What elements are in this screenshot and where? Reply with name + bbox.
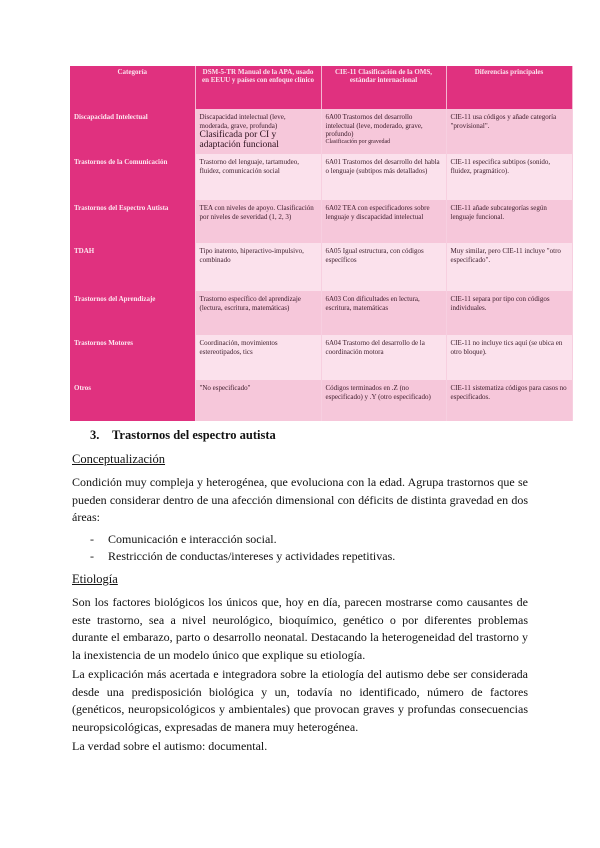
row-dsm: Trastorno específico del aprendizaje (lectura, escritura, matemáticas) [195, 291, 321, 335]
row-category: Trastornos de la Comunicación [70, 154, 195, 200]
paragraph-conceptualizacion: Condición muy compleja y heterogénea, que evoluciona con la edad. Agrupa trastornos que se pueden considerar dentro de una afección dimensional con déficits de distinta gravedad en dos áreas: [72, 475, 528, 524]
list-item-text: Restricción de conductas/intereses y actividades repetitivas. [108, 549, 396, 563]
table-header-category: Categoría [70, 66, 195, 109]
table-row [70, 291, 572, 335]
row-cie: 6A02 TEA con especificadores sobre lenguaje y discapacidad intelectual [321, 200, 446, 243]
list-item-text: Comunicación e interacción social. [108, 532, 277, 546]
table-row [70, 109, 572, 154]
areas-list [72, 531, 395, 565]
row-cie: 6A01 Trastornos del desarrollo del habla o lenguaje (subtipos más detallados) [321, 154, 446, 200]
row-dsm-note: Clasificada por CI y adaptación funcional [199, 130, 279, 150]
table-row [70, 380, 572, 421]
table-header-cie: CIE-11 Clasificación de la OMS, estándar internacional [321, 66, 446, 109]
section-title: Trastornos del espectro autista [112, 428, 276, 442]
row-dsm [195, 109, 321, 154]
row-cie-note: Clasificación por gravedad [325, 138, 391, 145]
row-differences: CIE-11 usa códigos y añade categoría "provisional". [446, 109, 572, 154]
row-dsm: TEA con niveles de apoyo. Clasificación por niveles de severidad (1, 2, 3) [195, 200, 321, 243]
table-header-row [70, 66, 572, 109]
row-category: Discapacidad Intelectual [70, 109, 195, 154]
table-header-differences: Diferencias principales [446, 66, 572, 109]
list-item [72, 548, 395, 565]
paragraph-etiologia-2: La explicación más acertada e integradora sobre la etiología del autismo debe ser considerada desde una predisposición biológica y un, todavía no identificado, número de factores (genéticos, neuropsicológicos y ambientales) que provocan graves y profundas consecuencias neuropsicológicas, expresadas de manera muy heterogénea. [72, 667, 528, 734]
subheading-conceptualizacion: Conceptualización [72, 452, 166, 466]
list-bullet: - [90, 532, 94, 546]
table-header-dsm: DSM-5-TR Manual de la APA, usado en EEUU y países con enfoque clínico [195, 66, 321, 109]
table-row [70, 243, 572, 291]
paragraph-etiologia-1: Son los factores biológicos los únicos que, hoy en día, parecen mostrarse como causantes de este trastorno, sea a nivel neurológico, bioquímico, genético o por diferentes problemas durante el embarazo, parto o desarrollo neonatal. Destacando la heterogeneidad del trastorno y la inexistencia de un modelo único que explique su etiología. [72, 595, 528, 662]
row-differences: CIE-11 separa por tipo con códigos individuales. [446, 291, 572, 335]
row-dsm-text: Discapacidad intelectual (leve, moderada, grave, profunda) [199, 113, 286, 130]
row-category: Trastornos del Aprendizaje [70, 291, 195, 335]
row-cie [321, 109, 446, 154]
row-differences: CIE-11 añade subcategorías según lenguaje funcional. [446, 200, 572, 243]
row-differences: CIE-11 no incluye tics aquí (se ubica en otro bloque). [446, 335, 572, 380]
row-category: Otros [70, 380, 195, 421]
row-dsm: "No especificado" [195, 380, 321, 421]
row-cie-text: 6A00 Trastornos del desarrollo intelectual (leve, moderado, grave, profundo) [325, 113, 423, 138]
row-category: TDAH [70, 243, 195, 291]
table-row [70, 335, 572, 380]
list-item [72, 531, 395, 548]
classification-table [70, 66, 573, 421]
subheading-etiologia: Etiología [72, 572, 118, 586]
row-dsm: Trastorno del lenguaje, tartamudeo, fluidez, comunicación social [195, 154, 321, 200]
list-bullet: - [90, 549, 94, 563]
paragraph-etiologia-3: La verdad sobre el autismo: documental. [72, 739, 268, 753]
row-category: Trastornos del Espectro Autista [70, 200, 195, 243]
row-cie: 6A05 Igual estructura, con códigos específicos [321, 243, 446, 291]
row-differences: CIE-11 sistematiza códigos para casos no especificados. [446, 380, 572, 421]
table-row [70, 200, 572, 243]
row-dsm: Tipo inatento, hiperactivo-impulsivo, combinado [195, 243, 321, 291]
row-category: Trastornos Motores [70, 335, 195, 380]
row-cie: Códigos terminados en .Z (no especificado) y .Y (otro especificado) [321, 380, 446, 421]
row-cie: 6A03 Con dificultades en lectura, escritura, matemáticas [321, 291, 446, 335]
row-dsm: Coordinación, movimientos estereotipados, tics [195, 335, 321, 380]
section-heading [90, 428, 276, 443]
section-number: 3. [90, 428, 100, 442]
row-differences: Muy similar, pero CIE-11 incluye "otro especificado". [446, 243, 572, 291]
table-row [70, 154, 572, 200]
row-differences: CIE-11 especifica subtipos (sonido, fluidez, pragmático). [446, 154, 572, 200]
row-cie: 6A04 Trastorno del desarrollo de la coordinación motora [321, 335, 446, 380]
